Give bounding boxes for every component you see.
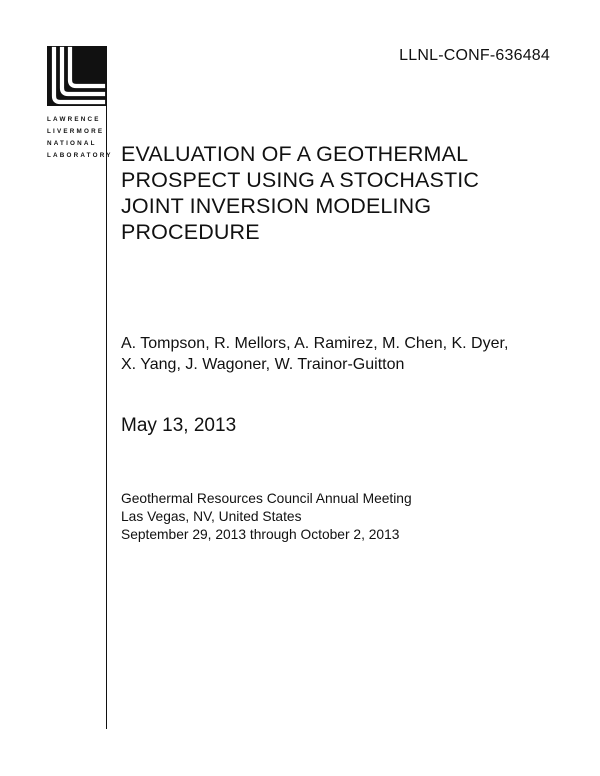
lab-name: [47, 114, 113, 162]
conference-dates: September 29, 2013 through October 2, 2013: [121, 527, 400, 542]
title-line-3: JOINT INVERSION MODELING: [121, 194, 432, 218]
document-title: [121, 141, 531, 245]
conference-location: Las Vegas, NV, United States: [121, 509, 302, 524]
lab-name-line-4: LABORATORY: [47, 152, 113, 159]
authors-line-1: A. Tompson, R. Mellors, A. Ramirez, M. Chen, K. Dyer,: [121, 335, 509, 352]
authors: [121, 333, 571, 375]
report-id: LLNL-CONF-636484: [399, 47, 550, 64]
title-line-1: EVALUATION OF A GEOTHERMAL: [121, 142, 469, 166]
title-line-4: PROCEDURE: [121, 220, 260, 244]
title-line-2: PROSPECT USING A STOCHASTIC: [121, 168, 480, 192]
llnl-logo-icon: [47, 46, 106, 106]
conference-info: [121, 490, 541, 544]
document-date: May 13, 2013: [121, 415, 237, 436]
lab-name-line-3: NATIONAL: [47, 140, 97, 147]
authors-line-2: X. Yang, J. Wagoner, W. Trainor-Guitton: [121, 356, 405, 373]
lab-name-line-1: LAWRENCE: [47, 116, 101, 123]
lab-name-line-2: LIVERMORE: [47, 128, 105, 135]
conference-name: Geothermal Resources Council Annual Meeting: [121, 491, 412, 506]
